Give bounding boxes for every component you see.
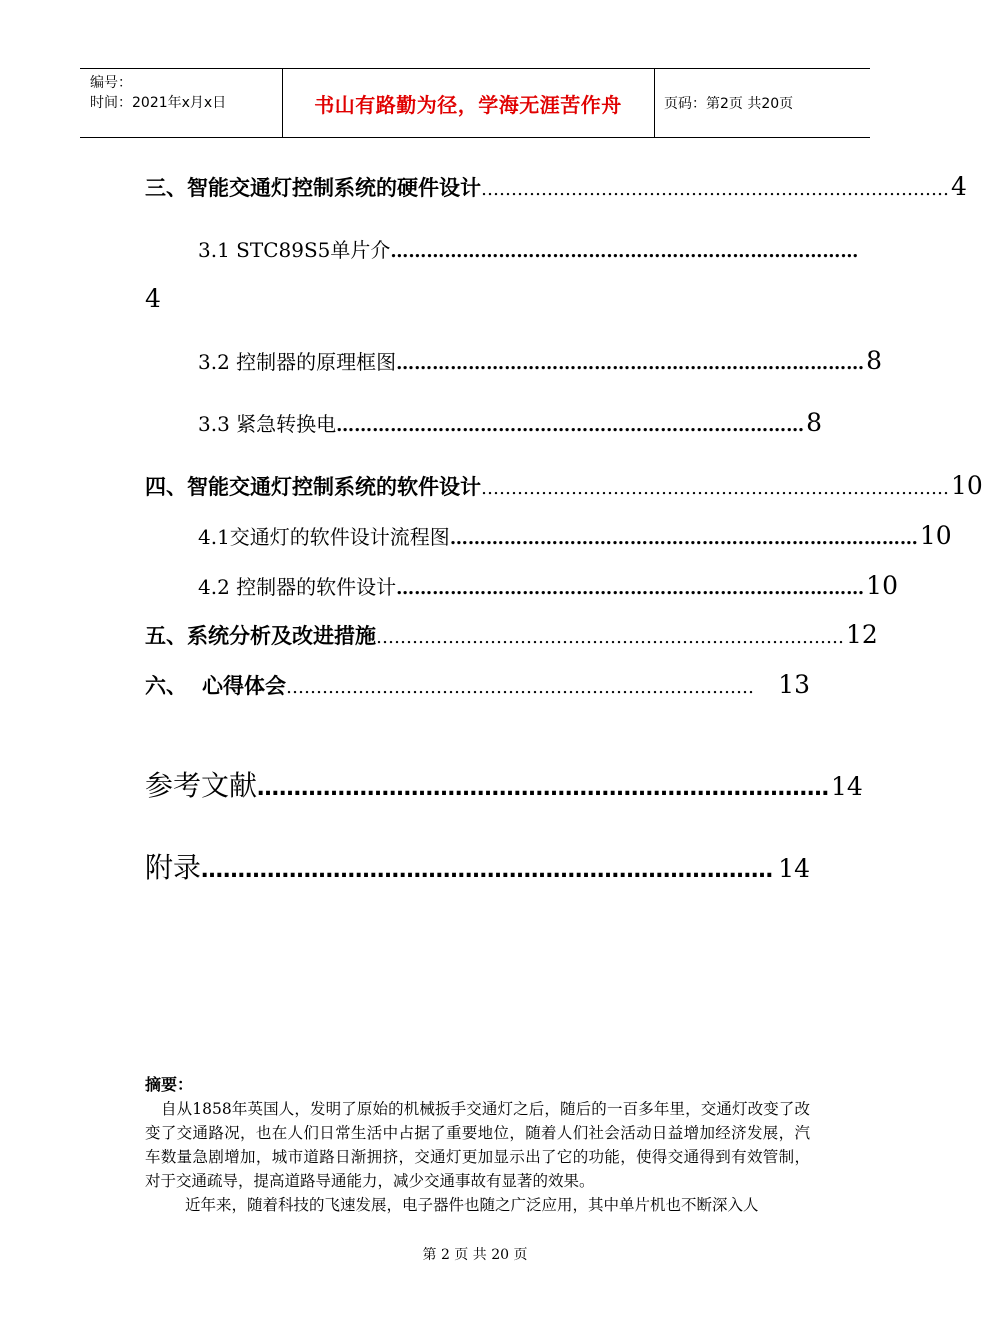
abstract-title: 摘要： [145, 1075, 194, 1094]
page-footer: 第 2 页 共 20 页 [422, 1247, 528, 1263]
toc-entry-chapter-3[interactable] [145, 172, 967, 202]
toc-title: 心得体会 [202, 674, 286, 698]
toc-number: 六、 [145, 674, 187, 698]
toc-page: 4 [145, 284, 161, 313]
toc-leader: …………………………………………………………………… [481, 478, 949, 499]
toc-leader: …………………………………………………………………… [286, 677, 754, 698]
toc-page: 14 [778, 854, 810, 883]
toc-page: 10 [866, 571, 898, 600]
toc-entry-4-2[interactable] [198, 571, 898, 600]
toc-page: 8 [866, 346, 883, 375]
page-header [80, 68, 870, 138]
toc-number: 五、 [145, 624, 187, 648]
toc-title: 参考文献 [145, 769, 258, 802]
toc-title: 系统分析及改进措施 [187, 624, 376, 648]
toc-leader: …………………………………………………………………… [376, 627, 844, 648]
toc-number: 四、 [145, 475, 187, 499]
abstract-paragraph: 近年来，随着科技的飞速发展，电子器件也随之广泛应用，其中单片机也不断深入人 [185, 1196, 759, 1214]
toc-leader: …………………………………………………………………… [481, 179, 949, 200]
toc-number: 三、 [145, 176, 187, 200]
header-page-info: 页码：第2页 共20页 [664, 96, 794, 112]
toc-leader: …………………………………………………………………… [336, 415, 805, 436]
toc-title: 4.2 控制器的软件设计 [198, 575, 397, 599]
toc-entry-chapter-6[interactable] [145, 670, 810, 700]
toc-title: 智能交通灯控制系统的软件设计 [187, 475, 481, 499]
toc-entry-appendix[interactable] [145, 846, 810, 886]
toc-entry-3-2[interactable] [198, 346, 883, 375]
toc-page: 14 [831, 772, 863, 801]
header-left [90, 73, 226, 113]
toc-title: 3.1 STC89S5单片介 [198, 238, 391, 262]
header-divider [654, 69, 655, 137]
toc-page: 12 [846, 620, 878, 649]
toc-leader: …………………………………………………………………… [201, 858, 774, 883]
toc-page: 10 [919, 521, 952, 550]
toc-leader: …………………………………………………………………… [449, 528, 918, 549]
toc-leader: …………………………………………………………………… [390, 241, 859, 262]
toc-entry-chapter-4[interactable] [145, 471, 983, 501]
toc-title: 3.3 紧急转换电 [198, 412, 337, 436]
toc-page: 8 [806, 408, 823, 437]
toc-page: 13 [778, 670, 810, 699]
toc-leader: …………………………………………………………………… [257, 776, 830, 801]
toc-title: 4.1交通灯的软件设计流程图 [198, 525, 450, 549]
toc-leader: …………………………………………………………………… [396, 578, 865, 599]
number-label: 编号： [90, 75, 132, 91]
toc-leader: …………………………………………………………………… [396, 353, 865, 374]
toc-entry-references[interactable] [145, 764, 863, 804]
header-motto: 书山有路勤为径，学海无涯苦作舟 [314, 93, 622, 117]
toc-entry-3-3[interactable] [198, 408, 823, 437]
toc-page: 10 [951, 471, 983, 500]
toc-title: 智能交通灯控制系统的硬件设计 [187, 176, 481, 200]
toc-page: 4 [951, 172, 967, 201]
abstract-paragraph: 自从1858年英国人，发明了原始的机械扳手交通灯之后，随后的一百多年里，交通灯改变了改变了交通路况，也在人们日常生活中占据了重要地位，随着人们社会活动日益增加经济发展，汽车数量急剧增加，城市道路日渐拥挤，交通灯更加显示出了它的功能，使得交通得到有效管制，对于交通疏导，提高道路导通能力，减少交通事故有显著的效果。 [145, 1100, 810, 1190]
toc-entry-4-1[interactable] [198, 521, 952, 550]
toc-entry-3-1[interactable] [198, 234, 859, 263]
toc-title: 附录 [145, 851, 202, 884]
toc-title: 3.2 控制器的原理框图 [198, 350, 397, 374]
toc-entry-chapter-5[interactable] [145, 620, 878, 650]
time-label: 时间：2021年x月x日 [90, 95, 227, 111]
